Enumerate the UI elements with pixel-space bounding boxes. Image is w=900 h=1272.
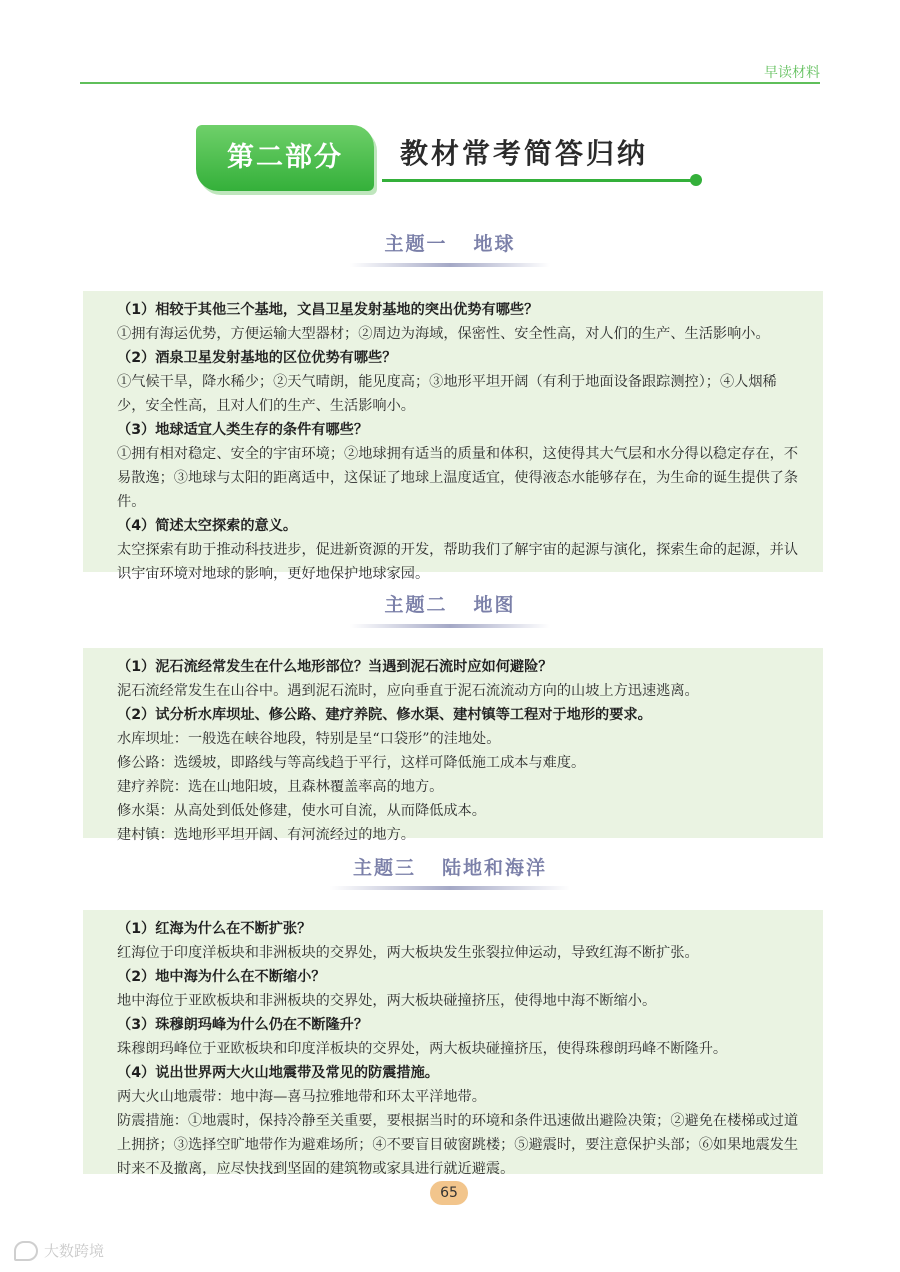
qa-box (83, 648, 823, 843)
answer: ①拥有相对稳定、安全的宇宙环境；②地球拥有适当的质量和体积，这使得其大气层和水分得以稳定存在，不易散逸；③地球与太阳的距离适中，这保证了地球上温度适宜，使得液态水能够存在，为生命的诞生提供了条件。 (117, 446, 799, 510)
question: （1）泥石流经常发生在什么地形部位？当遇到泥石流时应如何避险？ (117, 659, 553, 675)
answer: ①拥有海运优势，方便运输大型器材；②周边为海域，保密性、安全性高，对人们的生产、生活影响小。 (117, 326, 770, 342)
part-title-dot (690, 174, 702, 186)
question: （2）试分析水库坝址、修公路、建疗养院、修水渠、建村镇等工程对于地形的要求。 (117, 707, 652, 723)
header-label: 早读材料 (764, 65, 820, 81)
answer: 建村镇：选地形平坦开阔、有河流经过的地方。 (117, 827, 415, 843)
topic-name: 地图 (473, 594, 516, 616)
answer: 泥石流经常发生在山谷中。遇到泥石流时，应向垂直于泥石流流动方向的山坡上方迅速逃离。 (117, 683, 699, 699)
header-line (80, 82, 820, 84)
topic-title-bar (350, 263, 550, 267)
watermark (14, 1240, 104, 1261)
answer: 太空探索有助于推动科技进步，促进新资源的开发，帮助我们了解宇宙的起源与演化，探索生命的起源，并认识宇宙环境对地球的影响，更好地保护地球家园。 (117, 542, 799, 582)
answer: 地中海位于亚欧板块和非洲板块的交界处，两大板块碰撞挤压，使得地中海不断缩小。 (117, 993, 657, 1009)
question: （3）地球适宜人类生存的条件有哪些？ (117, 422, 369, 438)
topic-title-bar (330, 886, 570, 890)
topic-number: 主题一 (384, 233, 448, 255)
qa-box (83, 291, 823, 582)
topic-name: 陆地和海洋 (442, 857, 548, 879)
answer: ①气候干旱，降水稀少；②天气晴朗，能见度高；③地形平坦开阔（有利于地面设备跟踪测控）；④人烟稀少，安全性高，且对人们的生产、生活影响小。 (117, 374, 777, 414)
topic-number: 主题二 (384, 594, 448, 616)
page-number: 65 (430, 1181, 468, 1205)
topic-title-bar (350, 624, 550, 628)
answer: 修水渠：从高处到低处修建，使水可自流，从而降低成本。 (117, 803, 486, 819)
question: （1）相较于其他三个基地，文昌卫星发射基地的突出优势有哪些？ (117, 302, 539, 318)
answer: 建疗养院：选在山地阳坡，且森林覆盖率高的地方。 (117, 779, 444, 795)
question: （2）地中海为什么在不断缩小？ (117, 969, 326, 985)
topic-name: 地球 (473, 233, 516, 255)
topic-number: 主题三 (352, 857, 416, 879)
question: （1）红海为什么在不断扩张？ (117, 921, 312, 937)
watermark-logo-icon (14, 1241, 38, 1261)
question: （4）简述太空探索的意义。 (117, 518, 298, 534)
question: （2）酒泉卫星发射基地的区位优势有哪些？ (117, 350, 397, 366)
answer: 珠穆朗玛峰位于亚欧板块和印度洋板块的交界处，两大板块碰撞挤压，使得珠穆朗玛峰不断隆升。 (117, 1041, 728, 1057)
answer: 防震措施：①地震时，保持冷静至关重要，要根据当时的环境和条件迅速做出避险决策；②避免在楼梯或过道上拥挤；③选择空旷地带作为避难场所；④不要盲目破窗跳楼；⑤避震时，要注意保护头部；⑥如果地震发生时来不及撤离，应尽快找到坚固的建筑物或家具进行就近避震。 (117, 1113, 799, 1177)
question: （3）珠穆朗玛峰为什么仍在不断隆升？ (117, 1017, 369, 1033)
watermark-text: 大数跨境 (44, 1242, 105, 1260)
answer: 两大火山地震带：地中海—喜马拉雅地带和环太平洋地带。 (117, 1089, 486, 1105)
part-badge: 第二部分 (196, 125, 374, 191)
topic-title (0, 229, 900, 256)
answer: 修公路：选缓坡，即路线与等高线趋于平行，这样可降低施工成本与难度。 (117, 755, 586, 771)
part-title: 教材常考简答归纳 (400, 137, 649, 170)
qa-box (83, 910, 823, 1177)
topic-title (0, 590, 900, 617)
topic-title (0, 853, 900, 880)
question: （4）说出世界两大火山地震带及常见的防震措施。 (117, 1065, 439, 1081)
answer: 水库坝址：一般选在峡谷地段，特别是呈“口袋形”的洼地处。 (117, 731, 501, 747)
answer: 红海位于印度洋板块和非洲板块的交界处，两大板块发生张裂拉伸运动，导致红海不断扩张。 (117, 945, 699, 961)
part-title-underline (382, 179, 696, 182)
